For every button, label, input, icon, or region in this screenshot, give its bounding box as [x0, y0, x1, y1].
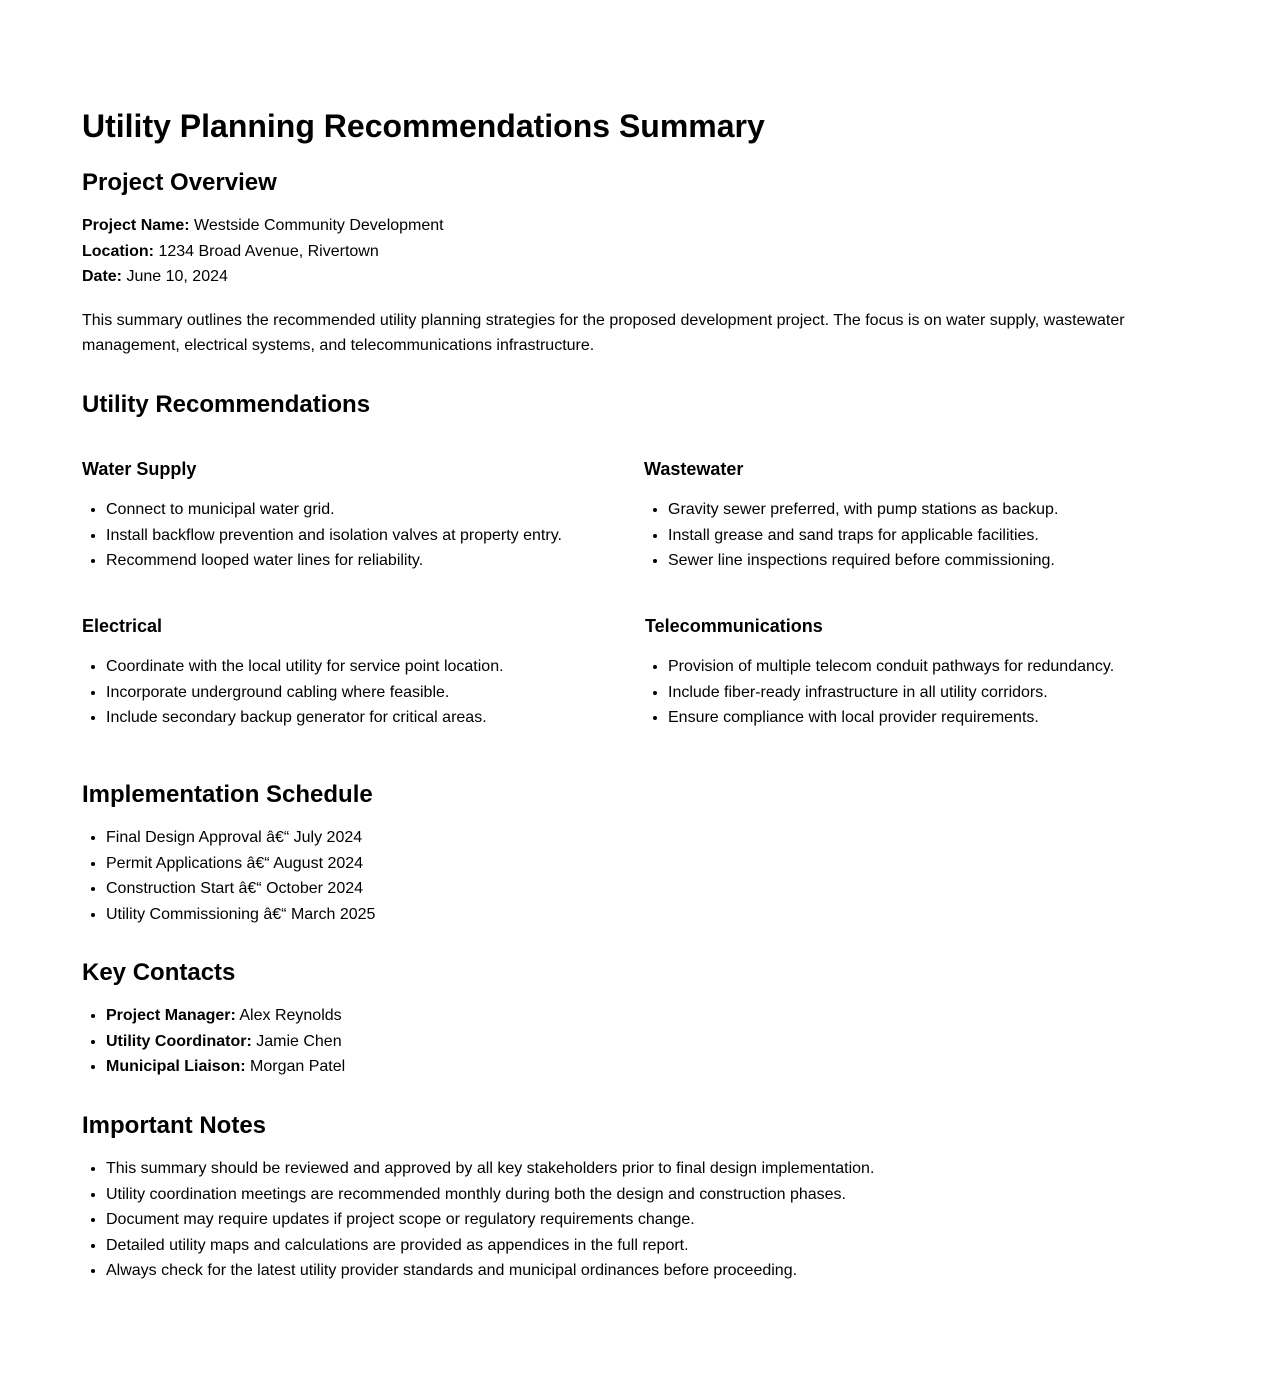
section-title-telecommunications: Telecommunications	[645, 616, 823, 636]
field-value: 1234 Broad Avenue, Rivertown	[158, 242, 379, 260]
list-item: • Permit Applications â€“ August 2024	[106, 851, 375, 877]
list-item: • Construction Start â€“ October 2024	[106, 876, 375, 902]
list-item: • Connect to municipal water grid.	[106, 497, 562, 523]
contacts-list	[82, 1003, 345, 1080]
contact-role: Municipal Liaison:	[106, 1058, 246, 1075]
electrical-list	[82, 654, 504, 731]
date-row	[82, 264, 444, 290]
list-item: • Utility Commissioning â€“ March 2025	[106, 902, 375, 928]
list-item: • Incorporate underground cabling where feasible.	[106, 680, 504, 706]
field-label: Project Name:	[82, 217, 190, 234]
section-title-wastewater: Wastewater	[644, 459, 744, 479]
list-item: • Include fiber-ready infrastructure in all utility corridors.	[668, 680, 1114, 706]
list-item: • Gravity sewer preferred, with pump stations as backup.	[668, 497, 1058, 523]
contact-name: Alex Reynolds	[239, 1007, 342, 1024]
list-item: • Recommend looped water lines for reliability.	[106, 548, 562, 574]
recommendations-heading: Utility Recommendations	[82, 391, 371, 418]
contact-name: Morgan Patel	[250, 1058, 346, 1075]
location-row	[82, 239, 444, 265]
field-value: Westside Community Development	[194, 217, 444, 234]
overview-heading: Project Overview	[82, 169, 277, 196]
list-item: • Document may require updates if project scope or regulatory requirements change.	[106, 1207, 874, 1233]
page-title: Utility Planning Recommendations Summary	[82, 108, 765, 144]
schedule-heading: Implementation Schedule	[82, 781, 373, 808]
field-label: Date:	[82, 268, 123, 285]
contact-item	[106, 1054, 345, 1080]
notes-heading: Important Notes	[82, 1112, 267, 1139]
list-item: • Coordinate with the local utility for service point location.	[106, 654, 504, 680]
contact-name: Jamie Chen	[256, 1032, 342, 1050]
wastewater-list	[644, 497, 1058, 574]
list-item: • Ensure compliance with local provider requirements.	[668, 705, 1114, 731]
list-item: • Provision of multiple telecom conduit pathways for redundancy.	[668, 654, 1114, 680]
water-supply-list	[82, 497, 562, 574]
schedule-list	[82, 825, 375, 927]
contact-item	[106, 1003, 345, 1029]
list-item: • Detailed utility maps and calculations are provided as appendices in the full report.	[106, 1233, 874, 1259]
list-item: • Install backflow prevention and isolation valves at property entry.	[106, 523, 562, 549]
list-item: • Include secondary backup generator for critical areas.	[106, 705, 504, 731]
field-label: Location:	[82, 242, 154, 260]
contact-role: Project Manager:	[106, 1007, 236, 1024]
field-value: June 10, 2024	[126, 268, 228, 285]
list-item: • Install grease and sand traps for applicable facilities.	[668, 523, 1058, 549]
list-item: • Final Design Approval â€“ July 2024	[106, 825, 375, 851]
contact-role: Utility Coordinator:	[106, 1032, 252, 1050]
project-details	[82, 213, 444, 290]
list-item: • This summary should be reviewed and approved by all key stakeholders prior to final design implementation.	[106, 1156, 874, 1182]
telecommunications-list	[644, 654, 1114, 731]
section-title-electrical: Electrical	[82, 616, 163, 636]
project-name-row	[82, 213, 444, 239]
contact-item	[106, 1029, 345, 1055]
list-item: • Sewer line inspections required before commissioning.	[668, 548, 1058, 574]
contacts-heading: Key Contacts	[82, 959, 236, 986]
overview-intro: This summary outlines the recommended utility planning strategies for the proposed development project. The focus is on water supply, wastewater management, electrical systems, and telecommunications infrastructure.	[82, 312, 1125, 354]
section-title-water-supply: Water Supply	[82, 459, 197, 479]
notes-list	[82, 1156, 874, 1284]
list-item: • Always check for the latest utility provider standards and municipal ordinances before proceeding.	[106, 1258, 874, 1284]
list-item: • Utility coordination meetings are recommended monthly during both the design and construction phases.	[106, 1182, 874, 1208]
